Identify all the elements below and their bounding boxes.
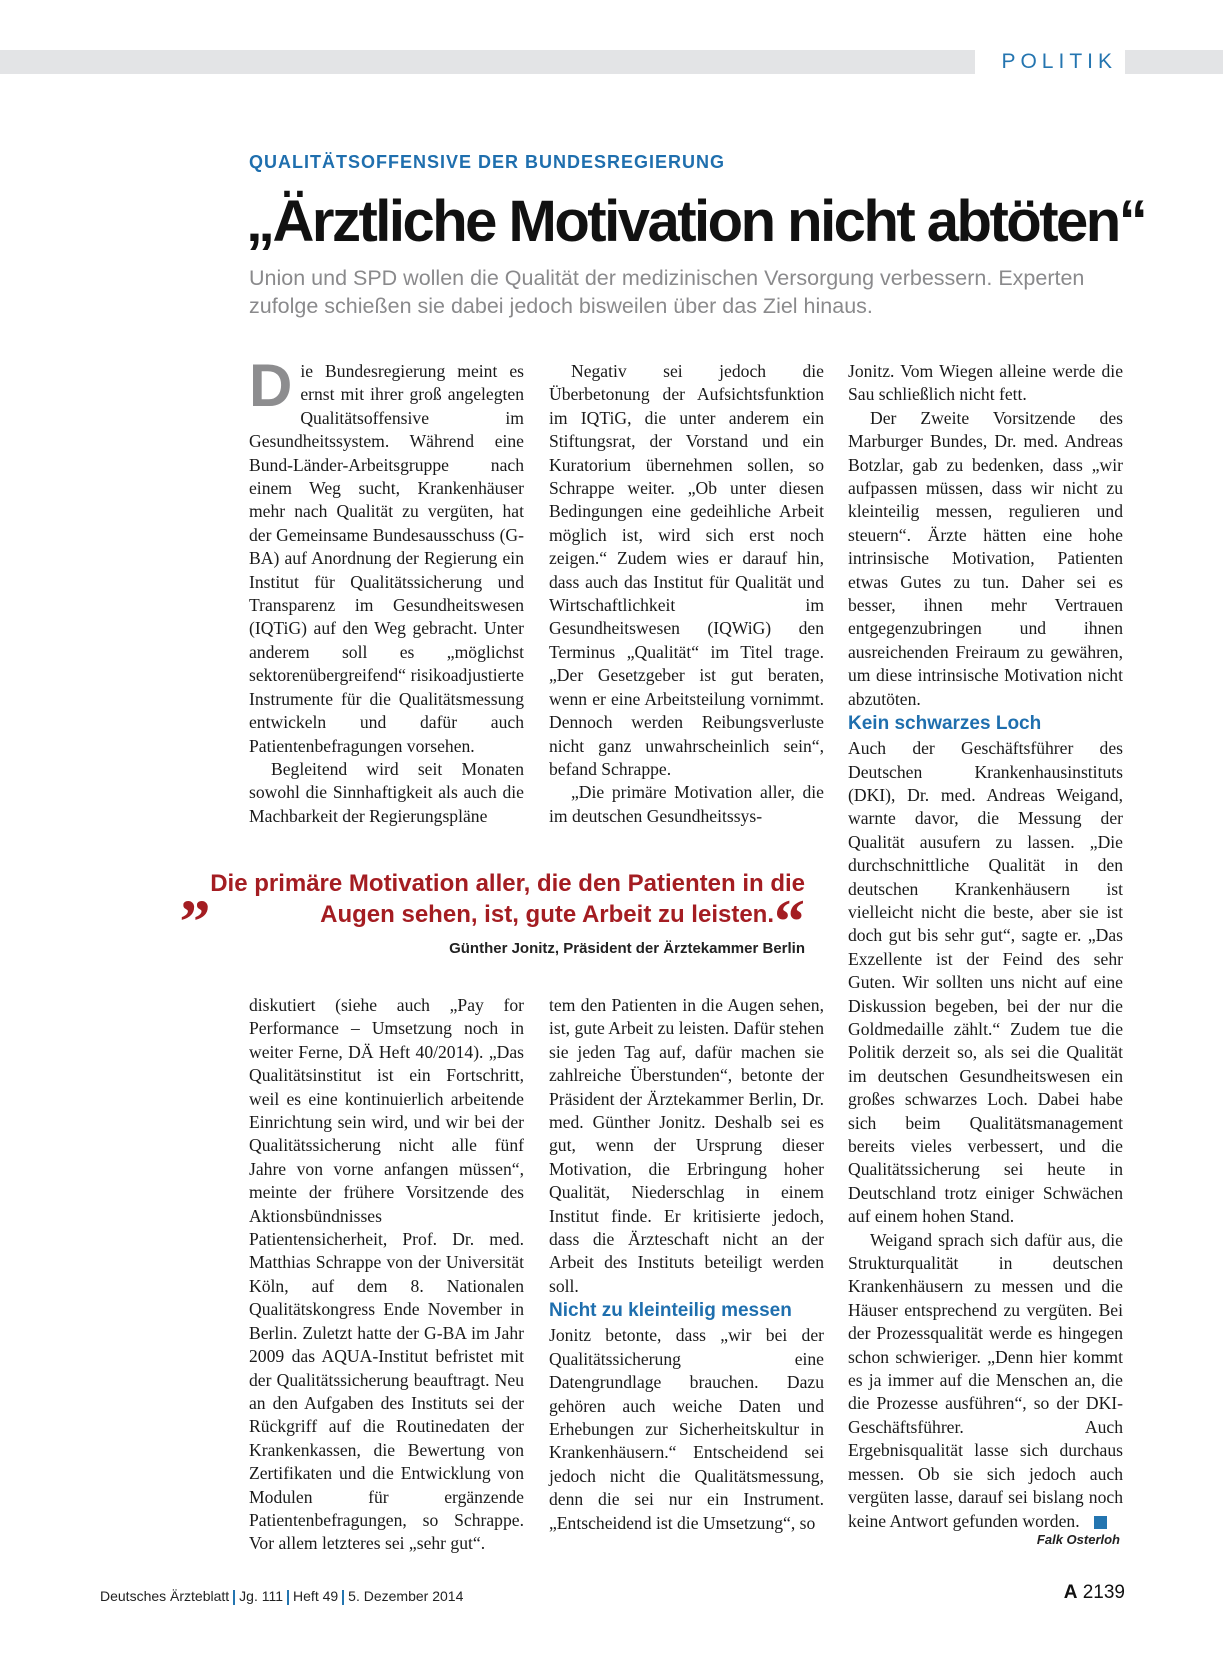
paragraph: Jonitz betonte, dass „wir bei der Qualitätssicherung eine Datengrundlage brauchen. Dazu gehören auch weiche Daten und Erhebungen zur Sicherheitskultur in Krankenhäusern.“ Entscheidend sei jedoch nicht die Qualitätsmessung, denn die sei nur ein Instrument. „Entscheidend ist die Umsetzung“, so [549, 1325, 824, 1533]
subheading: Kein schwarzes Loch [848, 713, 1042, 735]
paragraph: Negativ sei jedoch die Überbetonung der Aufsichtsfunktion im IQTiG, die unter anderem ein Stiftungsrat, der Vorstand und ein Kuratorium übernehmen sollen, so Schrappe weiter. „Ob unter diesen Bedingungen eine gedeihliche Arbeit möglich ist, wird sich erst noch zeigen.“ Zudem wies er darauf hin, dass auch das Institut für Qualität und Wirtschaftlichkeit im Gesundheitswesen (IQWiG) den Terminus „Qualität“ im Titel trage. „Der Gesetzgeber ist gut beraten, wenn er eine Arbeitsteilung vornimmt. Dennoch werden Reibungsverluste nicht ganz unwahrscheinlich sein“, befand Schrappe. [549, 361, 824, 779]
issue-date: 5. Dezember 2014 [348, 1588, 464, 1604]
column-1-top [249, 352, 524, 828]
paragraph: tem den Patienten in die Augen sehen, ist, gute Arbeit zu leisten. Dafür stehen sie jeden Tag auf, dafür machen sie zahlreiche Überstunden“, betonte der Präsident der Ärztekammer Berlin, Dr. med. Günther Jonitz. Deshalb sei es gut, wenn der Ursprung dieser Motivation, die Erbringung hoher Qualität, Niederschlag in einem Institut finde. Er kritisierte jedoch, dass die Ärzteschaft nicht an der Arbeit des Instituts beteiligt werden soll. [549, 995, 824, 1296]
paragraph: Auch der Geschäftsführer des Deutschen Krankenhausinstituts (DKI), Dr. med. Andreas Weigand, warnte davor, die Messung der Qualität ausufern zu lassen. „Die durchschnittliche Qualität in den deutschen Krankenhäusern ist vielleicht nicht die beste, aber sie ist doch gut bis sehr gut“, sagte er. „Das Exzellente ist der Feind des sehr Guten. Wir sollten uns nicht auf eine Diskussion begeben, bei der nur die Goldmedaille zählt.“ Zudem tue die Politik derzeit so, als sei die Qualität im deutschen Gesundheitswesen ein großes schwarzes Loch. Dabei habe sich beim Qualitätsmanagement bereits vieles verbessert, und die Qualitätssicherung sei heute in Deutschland trotz einiger Schwächen auf einem hohen Stand. [848, 738, 1123, 1227]
journal-name: Deutsches Ärzteblatt [100, 1588, 230, 1604]
drop-cap: D [249, 352, 293, 419]
separator [233, 1590, 235, 1605]
volume: Jg. 111 [239, 1588, 284, 1604]
column-2-top [549, 360, 824, 828]
pull-quote: „ Die primäre Motivation aller, die den Patienten in die Augen sehen, ist, gute Arbeit zu leisten.“ [180, 856, 805, 956]
column-1-bottom [249, 994, 524, 1556]
article-headline: „Ärztliche Motivation nicht abtöten“ [246, 189, 1146, 254]
lead-paragraph: Die Bundesregierung meint es ernst mit ihrer groß angelegten Qualitätsoffensive im Gesundheitssystem. Während eine Bund-Länder-Arbeitsgruppe nach einem Weg sucht, Krankenhäuser mehr nach Qualität zu vergüten, hat der Gemeinsame Bundesausschuss (G-BA) auf Anordnung der Regierung ein Institut für Qualitätssicherung und Transparenz im Gesundheitswesen (IQTiG) auf den Weg gebracht. Unter anderem soll es „möglichst sektorenübergreifend“ risikoadjustierte Instrumente für die Qualitätsmessung entwickeln und dafür auch Patientenbefragungen vorsehen. [249, 352, 524, 756]
issue: Heft 49 [293, 1588, 339, 1604]
end-mark-icon [1094, 1516, 1107, 1529]
pull-quote-attribution: Günther Jonitz, Präsident der Ärztekammer Berlin [449, 940, 805, 957]
paragraph: Jonitz. Vom Wiegen alleine werde die Sau schließlich nicht fett. [848, 361, 1123, 405]
paragraph: Der Zweite Vorsitzende des Marburger Bundes, Dr. med. Andreas Botzlar, gab zu bedenken, dass „wir aufpassen müssen, dass wir nicht zu kleinteilig messen, regulieren und steuern“. Ärzte hätten eine hohe intrinsische Motivation, Patienten etwas Gutes zu tun. Daher sei es besser, ihnen mehr Vertrauen entgegenzubringen und ihnen ausreichenden Freiraum zu gewähren, um diese intrinsische Motivation nicht abzutöten. [848, 407, 1123, 709]
column-2-bottom [549, 994, 824, 1535]
separator [342, 1590, 344, 1605]
column-3 [848, 360, 1123, 1533]
paragraph: „Die primäre Motivation aller, die im deutschen Gesundheitssys- [549, 782, 824, 826]
separator [287, 1590, 289, 1605]
pull-quote-text: Die primäre Motivation aller, die den Patienten in die Augen sehen, ist, gute Arbeit zu leisten. [210, 870, 805, 928]
author-name: Falk Osterloh [1036, 1532, 1120, 1547]
paragraph: Begleitend wird seit Monaten sowohl die Sinnhaftigkeit als auch die Machbarkeit der Regierungspläne [249, 758, 524, 826]
article-kicker: QUALITÄTSOFFENSIVE DER BUNDESREGIERUNG [249, 152, 726, 172]
page-number: A 2139 [1063, 1582, 1125, 1603]
article-dek: Union und SPD wollen die Qualität der medizinischen Versorgung verbessern. Experten zufolge schießen sie dabei jedoch bisweilen über das Ziel hinaus. [249, 266, 1085, 318]
footer [100, 1588, 463, 1605]
paragraph: diskutiert (siehe auch „Pay for Performance – Umsetzung noch in weiter Ferne, DÄ Heft 40/2014). „Das Qualitätsinstitut ist ein Fortschritt, weil es eine kontinuierlich arbeitende Einrichtung sein wird, und wir bei der Qualitätssicherung nicht alle fünf Jahre von vorne anfangen müssen“, meinte der frühere Vorsitzende des Aktionsbündnisses Patientensicherheit, Prof. Dr. med. Matthias Schrappe von der Universität Köln, auf dem 8. Nationalen Qualitätskongress Ende November in Berlin. Zuletzt hatte der G-BA im Jahr 2009 das AQUA-Institut befristet mit der Qualitätssicherung beauftragt. Neu an den Aufgaben des Instituts sei der Rückgriff auf die Routinedaten der Krankenkassen, die Bewertung von Zertifikaten und die Entwicklung von Modulen für ergänzende Patientenbefragungen, so Schrappe. Vor allem letzteres sei „sehr gut“. [249, 995, 524, 1554]
section-label: POLITIK [975, 48, 1125, 76]
paragraph: Weigand sprach sich dafür aus, die Strukturqualität in deutschen Krankenhäusern zu messen und die Häuser entsprechend zu vergüten. Bei der Prozessqualität werde es hingegen schon schwieriger. „Denn hier kommt es ja immer auf die Menschen an, die die Prozesse ausführen“, so der DKI-Geschäftsführer. Auch Ergebnisqualität lasse sich durchaus messen. Ob sie sich jedoch auch vergüten lasse, darauf sei bislang noch keine Antwort gefunden worden. [848, 1229, 1123, 1531]
close-quote-mark: “ [774, 888, 805, 956]
subheading: Nicht zu kleinteilig messen [549, 1300, 792, 1322]
